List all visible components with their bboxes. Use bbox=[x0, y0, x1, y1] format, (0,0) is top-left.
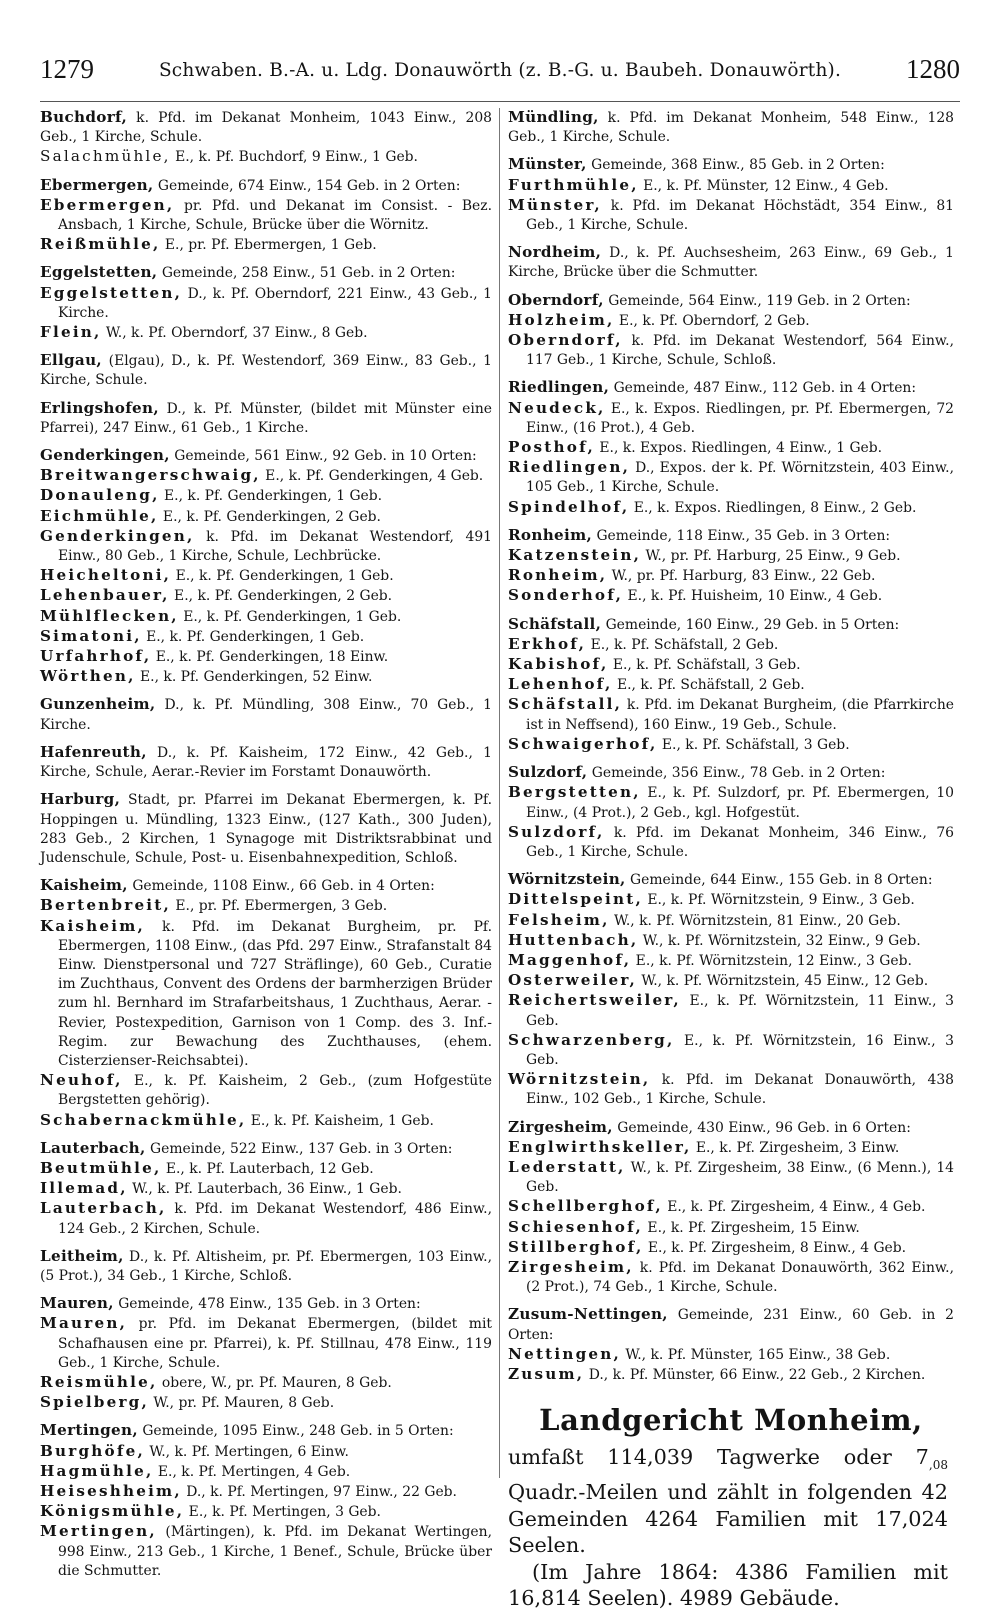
list-item: Mauren, pr. Pfd. im Dekanat Ebermergen, (bildet mit Schafhausen eine pr. Pfarrei), k. Pf. Stillnau, 478 Einw., 119 Geb., 1 Kirche, Schule. bbox=[40, 1314, 492, 1371]
list-item: Holzheim, E., k. Pf. Oberndorf, 2 Geb. bbox=[508, 310, 810, 329]
list-item: Ebermergen, pr. Pfd. und Dekanat im Consist. - Bez. Ansbach, 1 Kirche, Schule, Brücke über die Wörnitz. bbox=[40, 195, 492, 234]
list-item: Lehenbauer, E., k. Pf. Genderkingen, 2 Geb. bbox=[40, 586, 393, 605]
list-item: Donauleng, E., k. Pf. Genderkingen, 1 Geb. bbox=[40, 486, 383, 505]
list-item: Huttenbach, W., k. Pf. Wörnitzstein, 32 Einw., 9 Geb. bbox=[508, 930, 921, 949]
list-item: Eggelstetten, D., k. Pf. Oberndorf, 221 Einw., 43 Geb., 1 Kirche. bbox=[40, 283, 492, 321]
group-mertingen: Mertingen, Gemeinde, 1095 Einw., 248 Geb. in 5 Orten: Burghöfe, W., k. Pf. Mertingen, 6 Einw. Hagmühle, E., k. Pf. Mertingen, 4 Geb. Heiseshheim, D., k. Pf. Mertingen, 97 Einw., 22 Geb. Königsmühle, E., k. Pf. Mertingen, 3 Geb. Mertingen, (Märtingen), k. Pfd. im Dekanat Wertingen, 998 Einw., 213 Geb., 1 Kirche, 1 Benef., Schule, Brücke über die Schmutter. bbox=[40, 1421, 492, 1581]
list-item: Simatoni, E., k. Pf. Genderkingen, 1 Geb. bbox=[40, 626, 365, 645]
list-item: Bergstetten, E., k. Pf. Sulzdorf, pr. Pf. Ebermergen, 10 Einw., (4 Prot.), 2 Geb., kgl. Hofgestüt. bbox=[508, 783, 954, 821]
group-sulzdorf: Sulzdorf, Gemeinde, 356 Einw., 78 Geb. in 2 Orten: Bergstetten, E., k. Pf. Sulzdorf, pr. Pf. Ebermergen, 10 Einw., (4 Prot.), 2 Geb., kgl. Hofgestüt. Sulzdorf, k. Pfd. im Dekanat Monheim, 346 Einw., 76 Geb., 1 Kirche, Schule. bbox=[508, 763, 954, 862]
entry-salachmuehle: Salachmühle, E., k. Pf. Buchdorf, 9 Einw., 1 Geb. bbox=[40, 147, 418, 166]
group-ebermergen: Ebermergen, Gemeinde, 674 Einw., 154 Geb. in 2 Orten: Ebermergen, pr. Pfd. und Dekanat im Consist. - Bez. Ansbach, 1 Kirche, Schule, Brücke über die Wörnitz. Reißmühle, E., pr. Pf. Ebermergen, 1 Geb. bbox=[40, 176, 492, 256]
landgericht-title: Landgericht Monheim, bbox=[539, 1403, 923, 1438]
list-item: Posthof, E., k. Expos. Riedlingen, 4 Einw., 1 Geb. bbox=[508, 438, 883, 457]
list-item: Erkhof, E., k. Pf. Schäfstall, 2 Geb. bbox=[508, 634, 779, 653]
list-item: Königsmühle, E., k. Pf. Mertingen, 3 Geb. bbox=[40, 1502, 381, 1521]
list-item: Ronheim, W., pr. Pf. Harburg, 83 Einw., 22 Geb. bbox=[508, 566, 876, 585]
list-item: Neuhof, E., k. Pf. Kaisheim, 2 Geb., (zum Hofgestüte Bergstetten gehörig). bbox=[40, 1071, 492, 1109]
list-item: Wörthen, E., k. Pf. Genderkingen, 52 Einw. bbox=[40, 667, 373, 686]
left-column bbox=[40, 108, 492, 1589]
list-item: Spindelhof, E., k. Expos. Riedlingen, 8 Einw., 2 Geb. bbox=[508, 497, 917, 516]
entry-gunzenheim: Gunzenheim, D., k. Pf. Mündling, 308 Einw., 70 Geb., 1 Kirche. bbox=[40, 695, 492, 733]
list-item: Osterweiler, W., k. Pf. Wörnitzstein, 45 Einw., 12 Geb. bbox=[508, 971, 929, 990]
list-item: Kaisheim, k. Pfd. im Dekanat Burgheim, pr. Pf. Ebermergen, 1108 Einw., (das Pfd. 297 Einw., Strafanstalt 84 Einw. Dienstpersonal und 727 Sträflinge), 60 Geb., Curatie im Zuchthaus, Convent des Ordens der barmherzigen Brüder zum hl. Bernhard im Strafarbeitshaus, 1 Zuchthaus, Aerar. - Revier, Postexpedition, Garnison von 1 Comp. des 3. Inf.-Regim. zur Bewachung des Zuchthauses, (ehem. Cisterzienser-Reichsabtei). bbox=[40, 916, 492, 1069]
list-item: Münster, k. Pfd. im Dekanat Höchstädt, 354 Einw., 81 Geb., 1 Kirche, Schule. bbox=[508, 195, 954, 234]
group-eggelstetten: Eggelstetten, Gemeinde, 258 Einw., 51 Geb. in 2 Orten: Eggelstetten, D., k. Pf. Oberndorf, 221 Einw., 43 Geb., 1 Kirche. Flein, W., k. Pf. Oberndorf, 37 Einw., 8 Geb. bbox=[40, 263, 492, 343]
entry-leitheim: Leitheim, D., k. Pf. Altisheim, pr. Pf. Ebermergen, 103 Einw., (5 Prot.), 34 Geb., 1 Kirche, Schloß. bbox=[40, 1246, 492, 1284]
list-item: Schwaigerhof, E., k. Pf. Schäfstall, 3 Geb. bbox=[508, 734, 850, 753]
list-item: Mertingen, (Märtingen), k. Pfd. im Dekanat Wertingen, 998 Einw., 213 Geb., 1 Kirche, 1 Benef., Schule, Brücke über die Schmutter. bbox=[40, 1522, 492, 1579]
entry-ellgau: Ellgau, (Elgau), D., k. Pf. Westendorf, 369 Einw., 83 Geb., 1 Kirche, Schule. bbox=[40, 351, 492, 389]
group-kaisheim: Kaisheim, Gemeinde, 1108 Einw., 66 Geb. in 4 Orten: Bertenbreit, E., pr. Pf. Ebermergen, 3 Geb. Kaisheim, k. Pfd. im Dekanat Burgheim, pr. Pf. Ebermergen, 1108 Einw., (das Pfd. 297 Einw., Strafanstalt 84 Einw. Dienstpersonal und 727 Sträflinge), 60 Geb., Curatie im Zuchthaus, Convent des Ordens der barmherzigen Brüder zum hl. Bernhard im Strafarbeitshaus, 1 Zuchthaus, Aerar. - Revier, Postexpedition, Garnison von 1 Comp. des 3. Inf.-Regim. zur Bewachung des Zuchthauses, (ehem. Cisterzienser-Reichsabtei). Neuhof, E., k. Pf. Kaisheim, 2 Geb., (zum Hofgestüte Bergstetten gehörig). Schabernackmühle, E., k. Pf. Kaisheim, 1 Geb. bbox=[40, 876, 492, 1131]
group-schaefstall: Schäfstall, Gemeinde, 160 Einw., 29 Geb. in 5 Orten: Erkhof, E., k. Pf. Schäfstall, 2 Geb. Kabishof, E., k. Pf. Schäfstall, 3 Geb. Lehenhof, E., k. Pf. Schäfstall, 2 Geb. Schäfstall, k. Pfd. im Dekanat Burgheim, (die Pfarrkirche ist in Neffsend), 160 Einw., 19 Geb., Schule. Schwaigerhof, E., k. Pf. Schäfstall, 3 Geb. bbox=[508, 615, 954, 755]
list-item: Illemad, W., k. Pf. Lauterbach, 36 Einw., 1 Geb. bbox=[40, 1179, 402, 1198]
list-item: Flein, W., k. Pf. Oberndorf, 37 Einw., 8 Geb. bbox=[40, 323, 368, 342]
list-item: Wörnitzstein, k. Pfd. im Dekanat Donauwörth, 438 Einw., 102 Geb., 1 Kirche, Schule. bbox=[508, 1070, 954, 1108]
list-item: Englwirthskeller, E., k. Pf. Zirgesheim, 3 Einw. bbox=[508, 1137, 900, 1156]
list-item: Kabishof, E., k. Pf. Schäfstall, 3 Geb. bbox=[508, 655, 801, 674]
list-item: Breitwangerschwaig, E., k. Pf. Genderkingen, 4 Geb. bbox=[40, 466, 484, 485]
entry-hafenreuth: Hafenreuth, D., k. Pf. Kaisheim, 172 Einw., 42 Geb., 1 Kirche, Schule, Aerar.-Revier im Forstamt Donauwörth. bbox=[40, 742, 492, 781]
list-item: Schwarzenberg, E., k. Pf. Wörnitzstein, 16 Einw., 3 Geb. bbox=[508, 1030, 954, 1068]
list-item: Hagmühle, E., k. Pf. Mertingen, 4 Geb. bbox=[40, 1461, 351, 1480]
list-item: Burghöfe, W., k. Pf. Mertingen, 6 Einw. bbox=[40, 1441, 349, 1460]
header-rule bbox=[40, 101, 960, 102]
list-item: Schabernackmühle, E., k. Pf. Kaisheim, 1 Geb. bbox=[40, 1110, 434, 1129]
list-item: Schiesenhof, E., k. Pf. Zirgesheim, 15 Einw. bbox=[508, 1217, 860, 1236]
landgericht-census-1864: (Im Jahre 1864: 4386 Familien mit 16,814 Seelen). 4989 Gebäude. bbox=[508, 1559, 948, 1611]
list-item: Urfahrhof, E., k. Pf. Genderkingen, 18 Einw. bbox=[40, 647, 389, 666]
group-riedlingen: Riedlingen, Gemeinde, 487 Einw., 112 Geb. in 4 Orten: Neudeck, E., k. Expos. Riedlingen, pr. Pf. Ebermergen, 72 Einw., (16 Prot.), 4 Geb. Posthof, E., k. Expos. Riedlingen, 4 Einw., 1 Geb. Riedlingen, D., Expos. der k. Pf. Wörnitzstein, 403 Einw., 105 Geb., 1 Kirche, Schule. Spindelhof, E., k. Expos. Riedlingen, 8 Einw., 2 Geb. bbox=[508, 378, 954, 517]
group-zusum-nettingen: Zusum-Nettingen, Gemeinde, 231 Einw., 60 Geb. in 2 Orten: Nettingen, W., k. Pf. Münster, 165 Einw., 38 Geb. Zusum, D., k. Pf. Münster, 66 Einw., 22 Geb., 2 Kirchen. bbox=[508, 1305, 954, 1385]
page-header bbox=[0, 52, 1000, 92]
entry-buchdorf: Buchdorf, k. Pfd. im Dekanat Monheim, 1043 Einw., 208 Geb., 1 Kirche, Schule. bbox=[40, 108, 492, 146]
list-item: Katzenstein, W., pr. Pf. Harburg, 25 Einw., 9 Geb. bbox=[508, 546, 901, 565]
list-item: Stillberghof, E., k. Pf. Zirgesheim, 8 Einw., 4 Geb. bbox=[508, 1237, 907, 1256]
list-item: Eichmühle, E., k. Pf. Genderkingen, 2 Geb. bbox=[40, 506, 381, 525]
group-woernitzstein: Wörnitzstein, Gemeinde, 644 Einw., 155 Geb. in 8 Orten: Dittelspeint, E., k. Pf. Wörnitzstein, 9 Einw., 3 Geb. Felsheim, W., k. Pf. Wörnitzstein, 81 Einw., 20 Geb. Huttenbach, W., k. Pf. Wörnitzstein, 32 Einw., 9 Geb. Maggenhof, E., k. Pf. Wörnitzstein, 12 Einw., 3 Geb. Osterweiler, W., k. Pf. Wörnitzstein, 45 Einw., 12 Geb. Reichertsweiler, E., k. Pf. Wörnitzstein, 11 Einw., 3 Geb. Schwarzenberg, E., k. Pf. Wörnitzstein, 16 Einw., 3 Geb. Wörnitzstein, k. Pfd. im Dekanat Donauwörth, 438 Einw., 102 Geb., 1 Kirche, Schule. bbox=[508, 870, 954, 1109]
list-item: Lehenhof, E., k. Pf. Schäfstall, 2 Geb. bbox=[508, 675, 805, 694]
list-item: Oberndorf, k. Pfd. im Dekanat Westendorf, 564 Einw., 117 Geb., 1 Kirche, Schule, Schloß. bbox=[508, 331, 954, 369]
list-item: Mühlflecken, E., k. Pf. Genderkingen, 1 Geb. bbox=[40, 606, 402, 625]
list-item: Dittelspeint, E., k. Pf. Wörnitzstein, 9 Einw., 3 Geb. bbox=[508, 890, 915, 909]
entry-harburg: Harburg, Stadt, pr. Pfarrei im Dekanat Ebermergen, k. Pf. Hoppingen u. Mündling, 1323 Einw., (127 Kath., 300 Juden), 283 Geb., 2 Kirchen, 1 Synagoge mit Distriktsrabbinat und Judenschule, Schule, Post- u. Eisenbahnexpedition, Schloß. bbox=[40, 790, 492, 866]
group-ronheim: Ronheim, Gemeinde, 118 Einw., 35 Geb. in 3 Orten: Katzenstein, W., pr. Pf. Harburg, 25 Einw., 9 Geb. Ronheim, W., pr. Pf. Harburg, 83 Einw., 22 Geb. Sonderhof, E., k. Pf. Huisheim, 10 Einw., 4 Geb. bbox=[508, 526, 954, 607]
entry-nordheim: Nordheim, D., k. Pf. Auchsesheim, 263 Einw., 69 Geb., 1 Kirche, Brücke über die Schmutter. bbox=[508, 243, 954, 281]
list-item: Neudeck, E., k. Expos. Riedlingen, pr. Pf. Ebermergen, 72 Einw., (16 Prot.), 4 Geb. bbox=[508, 398, 954, 436]
list-item: Spielberg, W., pr. Pf. Mauren, 8 Geb. bbox=[40, 1393, 335, 1412]
list-item: Schäfstall, k. Pfd. im Dekanat Burgheim, (die Pfarrkirche ist in Neffsend), 160 Einw., 19 Geb., Schule. bbox=[508, 695, 954, 733]
list-item: Lederstatt, W., k. Pf. Zirgesheim, 38 Einw., (6 Menn.), 14 Geb. bbox=[508, 1157, 954, 1196]
list-item: Maggenhof, E., k. Pf. Wörnitzstein, 12 Einw., 3 Geb. bbox=[508, 950, 912, 969]
group-genderkingen: Genderkingen, Gemeinde, 561 Einw., 92 Geb. in 10 Orten: Breitwangerschwaig, E., k. Pf. Genderkingen, 4 Geb. Donauleng, E., k. Pf. Genderkingen, 1 Geb. Eichmühle, E., k. Pf. Genderkingen, 2 Geb. Genderkingen, k. Pfd. im Dekanat Westendorf, 491 Einw., 80 Geb., 1 Kirche, Schule, Lechbrücke. Heicheltoni, E., k. Pf. Genderkingen, 1 Geb. Lehenbauer, E., k. Pf. Genderkingen, 2 Geb. Mühlflecken, E., k. Pf. Genderkingen, 1 Geb. Simatoni, E., k. Pf. Genderkingen, 1 Geb. Urfahrhof, E., k. Pf. Genderkingen, 18 Einw. Wörthen, E., k. Pf. Genderkingen, 52 Einw. bbox=[40, 446, 492, 687]
list-item: Schellberghof, E., k. Pf. Zirgesheim, 4 Einw., 4 Geb. bbox=[508, 1197, 926, 1216]
list-item: Riedlingen, D., Expos. der k. Pf. Wörnitzstein, 403 Einw., 105 Geb., 1 Kirche, Schule. bbox=[508, 458, 954, 496]
list-item: Sulzdorf, k. Pfd. im Dekanat Monheim, 346 Einw., 76 Geb., 1 Kirche, Schule. bbox=[508, 822, 954, 860]
group-muenster: Münster, Gemeinde, 368 Einw., 85 Geb. in 2 Orten: Furthmühle, E., k. Pf. Münster, 12 Einw., 4 Geb. Münster, k. Pfd. im Dekanat Höchstädt, 354 Einw., 81 Geb., 1 Kirche, Schule. bbox=[508, 155, 954, 235]
right-column bbox=[508, 108, 954, 1612]
landgericht-summary: umfaßt 114,039 Tagwerke oder $7_{,08}$ Quadr.-Meilen und zählt in folgenden 42 Gemeinden 4264 Familien mit 17,024 Seelen. bbox=[508, 1445, 948, 1558]
entry-muendling: Mündling, k. Pfd. im Dekanat Monheim, 548 Einw., 128 Geb., 1 Kirche, Schule. bbox=[508, 108, 954, 146]
list-item: Lauterbach, k. Pfd. im Dekanat Westendorf, 486 Einw., 124 Geb., 2 Kirchen, Schule. bbox=[40, 1199, 492, 1237]
group-lauterbach: Lauterbach, Gemeinde, 522 Einw., 137 Geb. in 3 Orten: Beutmühle, E., k. Pf. Lauterbach, 12 Geb. Illemad, W., k. Pf. Lauterbach, 36 Einw., 1 Geb. Lauterbach, k. Pfd. im Dekanat Westendorf, 486 Einw., 124 Geb., 2 Kirchen, Schule. bbox=[40, 1139, 492, 1239]
list-item: Zusum, D., k. Pf. Münster, 66 Einw., 22 Geb., 2 Kirchen. bbox=[508, 1364, 926, 1383]
page-number-right: 1280 bbox=[906, 54, 960, 84]
list-item: Zirgesheim, k. Pfd. im Dekanat Donauwörth, 362 Einw., (2 Prot.), 74 Geb., 1 Kirche, Schule. bbox=[508, 1257, 954, 1296]
entry-erlingshofen: Erlingshofen, D., k. Pf. Münster, (bildet mit Münster eine Pfarrei), 247 Einw., 61 Geb., 1 Kirche. bbox=[40, 398, 492, 436]
list-item: Furthmühle, E., k. Pf. Münster, 12 Einw., 4 Geb. bbox=[508, 175, 889, 194]
group-oberndorf: Oberndorf, Gemeinde, 564 Einw., 119 Geb. in 2 Orten: Holzheim, E., k. Pf. Oberndorf, 2 Geb. Oberndorf, k. Pfd. im Dekanat Westendorf, 564 Einw., 117 Geb., 1 Kirche, Schule, Schloß. bbox=[508, 291, 954, 371]
list-item: Reismühle, obere, W., pr. Pf. Mauren, 8 Geb. bbox=[40, 1372, 392, 1391]
list-item: Sonderhof, E., k. Pf. Huisheim, 10 Einw., 4 Geb. bbox=[508, 586, 883, 605]
list-item: Genderkingen, k. Pfd. im Dekanat Westendorf, 491 Einw., 80 Geb., 1 Kirche, Schule, Lechbrücke. bbox=[40, 526, 492, 565]
list-item: Beutmühle, E., k. Pf. Lauterbach, 12 Geb. bbox=[40, 1158, 374, 1177]
list-item: Reichertsweiler, E., k. Pf. Wörnitzstein, 11 Einw., 3 Geb. bbox=[508, 991, 954, 1029]
list-item: Heicheltoni, E., k. Pf. Genderkingen, 1 Geb. bbox=[40, 566, 394, 585]
column-divider bbox=[499, 108, 500, 1478]
running-title: Schwaben. B.-A. u. Ldg. Donauwörth (z. B.-G. u. Baubeh. Donauwörth). bbox=[158, 60, 842, 81]
group-zirgesheim: Zirgesheim, Gemeinde, 430 Einw., 96 Geb. in 6 Orten: Englwirthskeller, E., k. Pf. Zirgesheim, 3 Einw. Lederstatt, W., k. Pf. Zirgesheim, 38 Einw., (6 Menn.), 14 Geb. Schellberghof, E., k. Pf. Zirgesheim, 4 Einw., 4 Geb. Schiesenhof, E., k. Pf. Zirgesheim, 15 Einw. Stillberghof, E., k. Pf. Zirgesheim, 8 Einw., 4 Geb. Zirgesheim, k. Pfd. im Dekanat Donauwörth, 362 Einw., (2 Prot.), 74 Geb., 1 Kirche, Schule. bbox=[508, 1118, 954, 1298]
list-item: Nettingen, W., k. Pf. Münster, 165 Einw., 38 Geb. bbox=[508, 1344, 891, 1363]
list-item: Bertenbreit, E., pr. Pf. Ebermergen, 3 Geb. bbox=[40, 896, 388, 915]
list-item: Reißmühle, E., pr. Pf. Ebermergen, 1 Geb. bbox=[40, 235, 377, 254]
page-number-left: 1279 bbox=[40, 54, 94, 84]
list-item: Heiseshheim, D., k. Pf. Mertingen, 97 Einw., 22 Geb. bbox=[40, 1482, 457, 1500]
group-mauren: Mauren, Gemeinde, 478 Einw., 135 Geb. in 3 Orten: Mauren, pr. Pfd. im Dekanat Ebermergen, (bildet mit Schafhausen eine pr. Pfarrei), k. Pf. Stillnau, 478 Einw., 119 Geb., 1 Kirche, Schule. Reismühle, obere, W., pr. Pf. Mauren, 8 Geb. Spielberg, W., pr. Pf. Mauren, 8 Geb. bbox=[40, 1294, 492, 1413]
list-item: Felsheim, W., k. Pf. Wörnitzstein, 81 Einw., 20 Geb. bbox=[508, 910, 901, 929]
